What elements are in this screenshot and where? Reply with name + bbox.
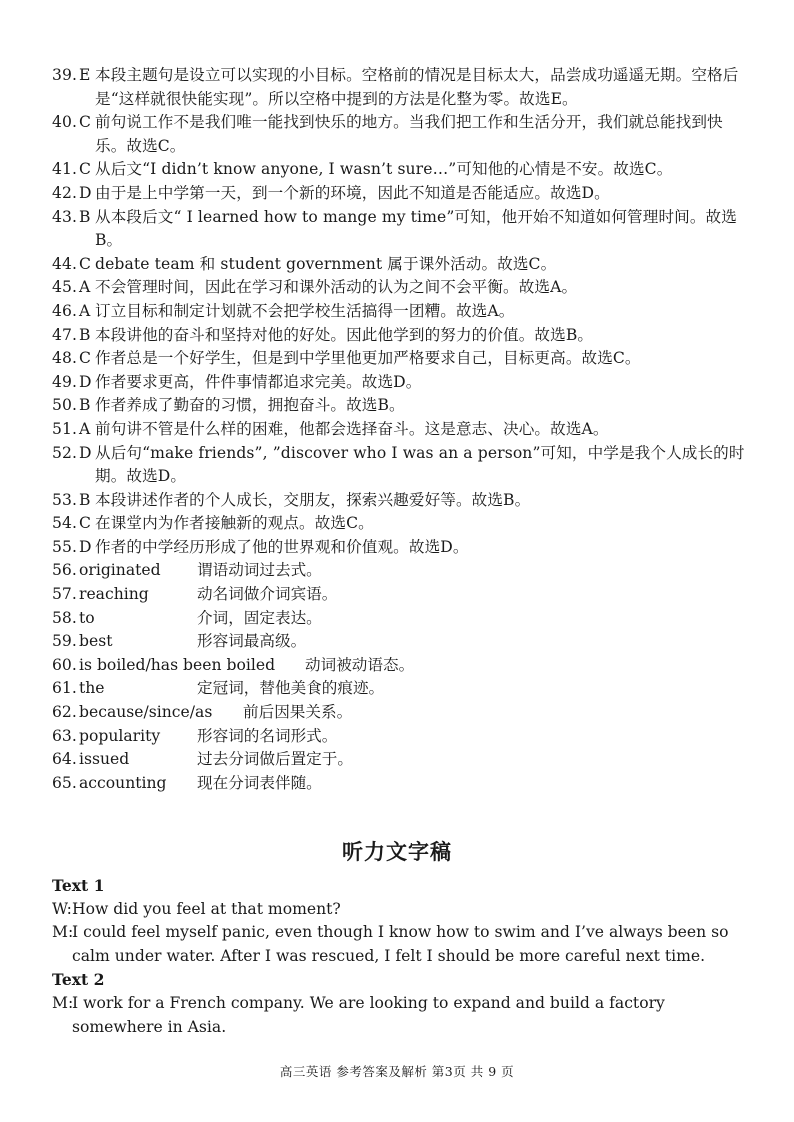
answer-key: C [79,254,92,273]
speaker-label: M: [52,993,74,1012]
answer-number: 48. [52,349,78,368]
answer-explanation: 作者的中学经历形成了他的世界观和价值观。故选D。 [95,537,469,556]
blank-note: 形容词的名词形式。 [197,726,338,745]
answer-item [52,206,752,253]
blank-answer: popularity [79,726,161,745]
blank-item [52,748,752,772]
blank-item [52,607,752,631]
answer-number: 44. [52,254,78,273]
blank-number: 63. [52,726,77,745]
speaker-label: M: [52,923,74,942]
answer-key: C [79,349,92,368]
answer-item [52,371,752,395]
answer-number: 40. [52,113,78,132]
answer-item [52,512,752,536]
dialogue-line [52,921,752,968]
answer-number: 41. [52,160,78,179]
dialogue-line [52,898,752,922]
blank-number: 57. [52,585,77,604]
blank-answer: best [79,632,113,651]
blank-note: 形容词最高级。 [197,632,307,651]
answer-list [52,64,752,795]
blank-item [52,559,752,583]
answer-item [52,394,752,418]
answer-item [52,276,752,300]
answer-explanation: 本段讲他的奋斗和坚持对他的好处。因此他学到的努力的价值。故选B。 [95,325,594,344]
answer-item [52,111,752,158]
blank-answer: originated [79,561,161,580]
answer-explanation: 本段讲述作者的个人成长，交朋友，探索兴趣爱好等。故选B。 [95,490,531,509]
blank-number: 62. [52,703,77,722]
utterance: I could feel myself panic, even though I know how to swim and I’ve always been so calm under water. After I was rescued, I felt I should be more careful next time. [72,923,729,965]
answer-key: B [79,490,91,509]
answer-number: 49. [52,372,78,391]
page-footer: 高三英语 参考答案及解析 第3页 共 9 页 [279,1064,515,1079]
answer-key: B [79,396,91,415]
blank-note: 过去分词做后置定于。 [197,750,353,769]
answer-number: 52. [52,443,78,462]
blank-answer: reaching [79,585,149,604]
answer-explanation: 不会管理时间，因此在学习和课外活动的认为之间不会平衡。故选A。 [95,278,578,297]
blank-answer: accounting [79,773,167,792]
answer-key: D [79,372,92,391]
answer-number: 51. [52,419,78,438]
text-heading: Text 1 [52,876,105,895]
answer-item [52,347,752,371]
answer-item [52,442,752,489]
blank-note: 现在分词表伴随。 [197,773,322,792]
answer-explanation: 作者要求更高，件件事情都追求完美。故选D。 [95,372,422,391]
blank-number: 65. [52,773,77,792]
blank-item [52,677,752,701]
answer-number: 54. [52,514,78,533]
speaker-label: W: [52,899,72,918]
blank-item [52,725,752,749]
answer-explanation: 在课堂内为作者接触新的观点。故选C。 [95,514,374,533]
utterance: How did you feel at that moment? [72,899,341,918]
answer-number: 47. [52,325,78,344]
answer-explanation: 作者总是一个好学生，但是到中学里他更加严格要求自己，目标更高。故选C。 [95,349,641,368]
answer-explanation: 由于是上中学第一天，到一个新的环境，因此不知道是否能适应。故选D。 [95,183,610,202]
answer-key: A [79,419,91,438]
blank-note: 动名词做介词宾语。 [197,585,338,604]
blank-answer: to [79,608,95,627]
blank-answer: issued [79,750,130,769]
answer-number: 45. [52,278,78,297]
blank-note: 介词，固定表达。 [197,608,322,627]
blank-number: 59. [52,632,77,651]
answer-item [52,64,752,111]
answer-key: A [79,301,91,320]
answer-explanation: 订立目标和制定计划就不会把学校生活搞得一团糟。故选A。 [95,301,515,320]
blank-note: 谓语动词过去式。 [197,561,322,580]
blank-number: 64. [52,750,77,769]
answer-explanation: 作者养成了勤奋的习惯，拥抱奋斗。故选B。 [95,396,405,415]
text-heading: Text 2 [52,970,105,990]
answer-explanation: debate team 和 student government 属于课外活动。故选C。 [95,254,557,273]
answer-key: C [79,113,92,132]
blank-number: 60. [52,655,77,674]
blank-item [52,654,752,678]
answer-item [52,536,752,560]
answer-key: A [79,278,91,297]
answer-explanation: 前句说工作不是我们唯一能找到快乐的地方。当我们把工作和生活分开，我们就总能找到快乐。故选C。 [95,113,723,155]
listening-transcript [52,874,752,1039]
blank-note: 定冠词，替他美食的痕迹。 [197,679,385,698]
answer-number: 39. [52,66,78,84]
blank-answer: the [79,679,105,698]
blank-answer: is boiled/has been boiled [79,655,276,674]
blank-item [52,772,752,796]
answer-number: 46. [52,301,78,320]
answer-explanation: 前句讲不管是什么样的困难，他都会选择奋斗。这是意志、决心。故选A。 [95,419,609,438]
answer-item [52,324,752,348]
answer-item [52,418,752,442]
answer-explanation: 本段主题句是设立可以实现的小目标。空格前的情况是目标太大，品尝成功遥遥无期。空格后是“这样就很快能实现”。所以空格中提到的方法是化整为零。故选E。 [95,66,739,108]
answer-explanation: 从本段后文“ I learned how to mange my time”可知，他开始不知道如何管理时间。故选B。 [95,207,737,250]
answer-number: 50. [52,396,78,415]
answer-key: D [79,443,92,462]
answer-item [52,182,752,206]
blank-note: 动词被动语态。 [305,655,415,674]
answer-key: B [79,207,91,226]
blank-item [52,701,752,725]
answer-item [52,489,752,513]
answer-item [52,300,752,324]
transcript-title: 听力文字稿 [342,840,452,864]
blank-number: 61. [52,679,77,698]
answer-number: 42. [52,183,78,202]
answer-number: 55. [52,537,78,556]
blank-number: 58. [52,608,77,627]
answer-number: 43. [52,207,78,226]
utterance: I work for a French company. We are looking to expand and build a factory somewhere in Asia. [72,993,665,1036]
blank-answer: because/since/as [79,703,213,722]
answer-explanation: 从后文“I didn’t know anyone, I wasn’t sure…”可知他的心情是不安。故选C。 [95,160,673,179]
answer-number: 53. [52,490,78,509]
blank-item [52,630,752,654]
answer-key: C [79,514,92,533]
blank-number: 56. [52,561,77,580]
answer-key: C [79,160,92,179]
answer-key: E [79,66,91,84]
answer-key: D [79,183,92,202]
blank-note: 前后因果关系。 [243,703,353,722]
blank-item [52,583,752,607]
answer-item [52,158,752,182]
answer-item [52,253,752,277]
answer-key: B [79,325,91,344]
answer-key: D [79,537,92,556]
answer-explanation: 从后句“make friends”, ”discover who I was an a person”可知，中学是我个人成长的时期。故选D。 [95,443,745,486]
dialogue-line [52,992,752,1039]
